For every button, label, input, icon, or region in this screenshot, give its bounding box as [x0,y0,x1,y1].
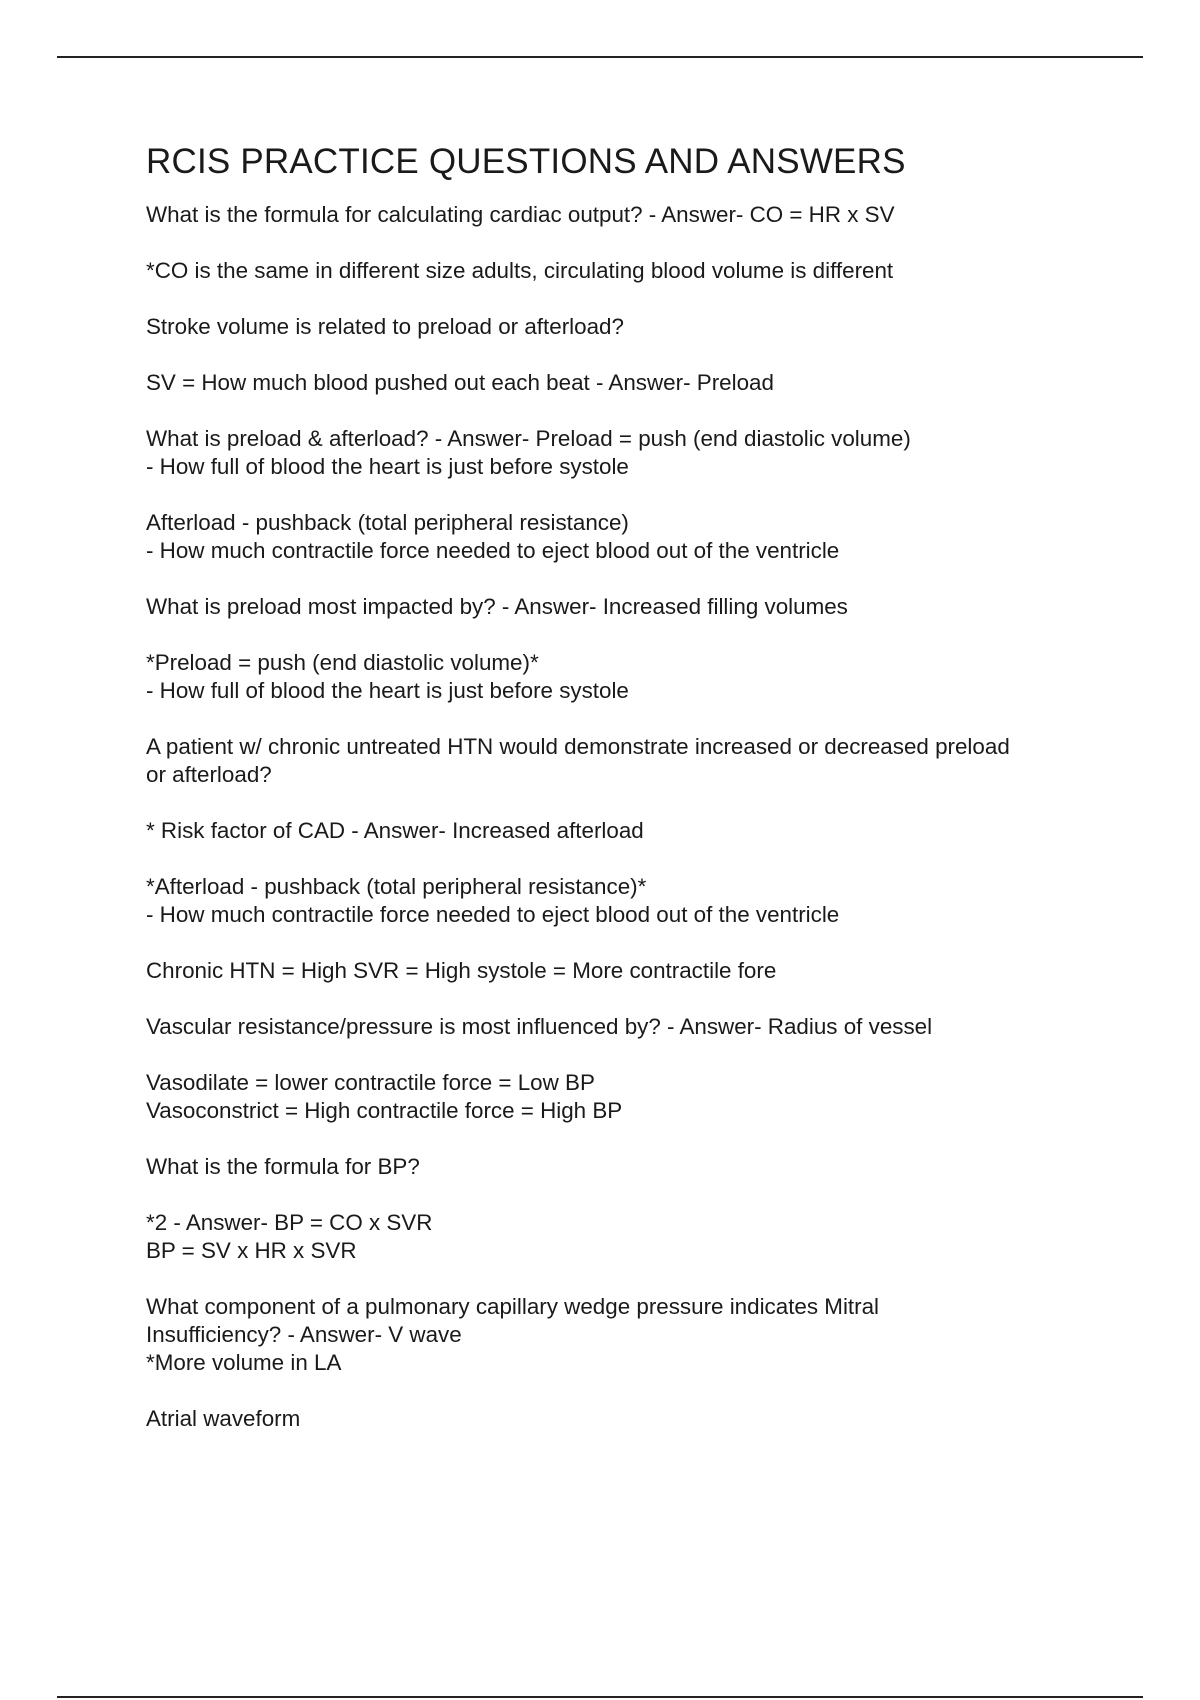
text-line: - How much contractile force needed to eject blood out of the ventricle [146,902,840,927]
text-line: Vascular resistance/pressure is most influenced by? - Answer- Radius of vessel [146,1014,933,1039]
text-line: or afterload? [146,762,272,787]
qa-paragraph [146,1293,1106,1377]
qa-paragraph [146,1069,1106,1125]
paragraph-list [146,201,1106,1433]
qa-paragraph [146,257,1106,285]
qa-paragraph [146,1153,1106,1181]
text-line: Atrial waveform [146,1406,301,1431]
text-line: Stroke volume is related to preload or afterload? [146,314,624,339]
text-line: Insufficiency? - Answer- V wave [146,1322,462,1347]
text-line: Chronic HTN = High SVR = High systole = More contractile fore [146,958,777,983]
page-content [146,140,1106,1461]
text-line: *Afterload - pushback (total peripheral resistance)* [146,874,647,899]
qa-paragraph [146,425,1106,481]
text-line: *More volume in LA [146,1350,342,1375]
qa-paragraph [146,369,1106,397]
qa-paragraph [146,817,1106,845]
text-line: What is the formula for BP? [146,1154,420,1179]
text-line: *2 - Answer- BP = CO x SVR [146,1210,433,1235]
text-line: What is the formula for calculating cardiac output? - Answer- CO = HR x SV [146,202,895,227]
qa-paragraph [146,313,1106,341]
text-line: What is preload & afterload? - Answer- Preload = push (end diastolic volume) [146,426,911,451]
text-line: - How full of blood the heart is just before systole [146,678,629,703]
text-line: * Risk factor of CAD - Answer- Increased afterload [146,818,644,843]
text-line: What component of a pulmonary capillary wedge pressure indicates Mitral [146,1294,880,1319]
text-line: BP = SV x HR x SVR [146,1238,357,1263]
qa-paragraph [146,1013,1106,1041]
text-line: Vasodilate = lower contractile force = Low BP [146,1070,595,1095]
bottom-rule [57,1696,1143,1698]
text-line: *Preload = push (end diastolic volume)* [146,650,539,675]
text-line: Afterload - pushback (total peripheral resistance) [146,510,629,535]
top-rule [57,56,1143,58]
text-line: A patient w/ chronic untreated HTN would demonstrate increased or decreased preload [146,734,1010,759]
text-line: - How much contractile force needed to eject blood out of the ventricle [146,538,840,563]
text-line: What is preload most impacted by? - Answer- Increased filling volumes [146,594,848,619]
qa-paragraph [146,593,1106,621]
qa-paragraph [146,873,1106,929]
text-line: Vasoconstrict = High contractile force = High BP [146,1098,623,1123]
text-line: *CO is the same in different size adults, circulating blood volume is different [146,258,894,283]
text-line: SV = How much blood pushed out each beat - Answer- Preload [146,370,774,395]
qa-paragraph [146,957,1106,985]
qa-paragraph [146,1209,1106,1265]
qa-paragraph [146,1405,1106,1433]
page-title: RCIS PRACTICE QUESTIONS AND ANSWERS [146,142,906,181]
text-line: - How full of blood the heart is just before systole [146,454,629,479]
qa-paragraph [146,201,1106,229]
qa-paragraph [146,733,1106,789]
qa-paragraph [146,509,1106,565]
qa-paragraph [146,649,1106,705]
